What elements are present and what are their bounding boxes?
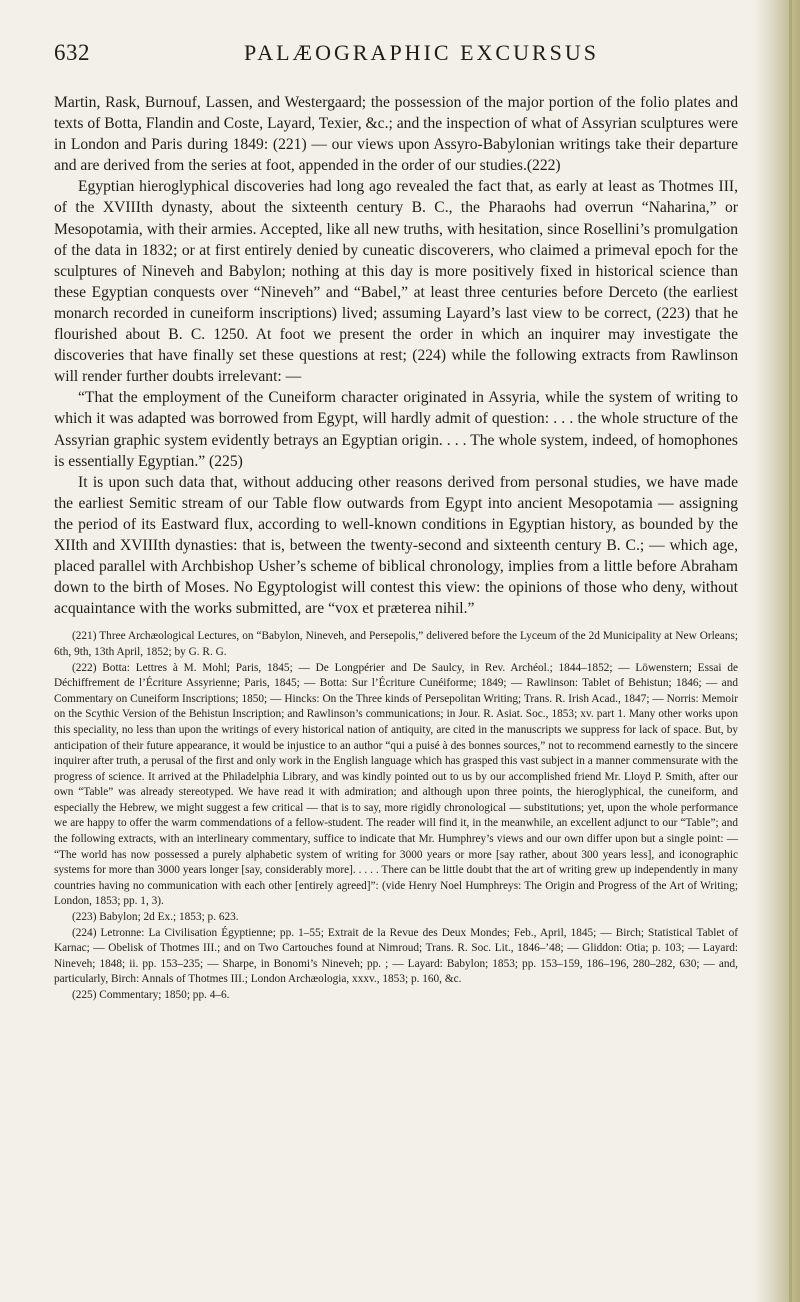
footnote: (223) Babylon; 2d Ex.; 1853; p. 623.	[72, 911, 239, 924]
quotation-paragraph: “That the employment of the Cuneiform character originated in Assyria, while the system of writing to which it was adapted was borrowed from Egypt, will hardly admit of question: . . . the whole structure of the Assyrian graphic system evidently betrays an Egyptian origin. . . . The whole system, indeed, of homophones is essentially Egyptian.” (225)	[54, 389, 738, 470]
footnotes	[54, 629, 738, 1003]
footnote: (225) Commentary; 1850; pp. 4–6.	[72, 989, 230, 1001]
paragraph: It is upon such data that, without adducing other reasons derived from personal studies, we have made the earliest Semitic stream of our Table flow outwards from Egypt into ancient Mesopotamia — assigning the period of its Eastward flux, according to well-known conditions in Egyptian history, as bounded by the XIIth and XVIIIth dynasties: that is, between the twenty-second and sixteenth century B. C.; — which age, placed parallel with Archbishop Usher’s scheme of biblical chronology, implies from a little before Abraham down to the birth of Moses. No Egyptologist will contest this view: the opinions of those who deny, without acquaintance with the works submitted, are “vox et præterea nihil.”	[54, 473, 738, 618]
page-number: 632	[54, 40, 90, 65]
footnote: (222) Botta: Lettres à M. Mohl; Paris, 1845; — De Longpérier and De Saulcy, in Rev. Archéol.; 1844–1852; — Löwenstern; Essai de Déchiffrement de l’Écriture Assyrienne; Paris, 1845; — Botta: Sur l’Écriture Cunéiforme; 1849; — Rawlinson: Tablet of Behistun; 1846; — and Commentary on Cuneiform Inscriptions; 1850; — Hincks: On the Three kinds of Persepolitan Writing; Trans. R. Irish Acad., 1847; — Norris: Memoir on the Scythic Version of the Behistun Inscription; and Rawlinson’s communications; in Jour. R. Asiat. Soc., 1853; xv. part 1. Many other works upon this speciality, no less than upon the writings of every historical nation of antiquity, are cited in the manuscripts we suppress for lack of space. But, by anticipation of their future appearance, it would be injustice to an author “qui a puisé à des bonnes sources,” not to recommend earnestly to the sincere inquirer after truth, a perusal of the first and only work in the English language which has grasped this vast subject in a manner commensurate with the progress of science. It arrived at the Philadelphia Library, and was kindly pointed out to us by our accomplished friend Mr. Lloyd P. Smith, after our own “Table” was already stereotyped. We have read it with admiration; and although upon three points, the hieroglyphical, the cuneiform, and especially the Hebrew, we might suggest a few critical — that is to say, more rigidly chronological — substitutions; yet, upon the whole performance we are happy to offer the warm commendations of a fellow-student. The reader will find it, in the meanwhile, an excellent adjunct to our “Table”; and the following extracts, with an interlineary commentary, suffice to indicate that Mr. Humphrey’s views and our own differ upon but a single point: — “The world has now possessed a purely alphabetic system of writing for 3000 years or more [say rather, about 300 years less], and iconographic systems for more than 3000 years longer [say, considerably more]. . . . . There can be little doubt that the art of writing grew up independently in many countries having no communication with each other [entirely agreed]”: (vide Henry Noel Humphreys: The Origin and Progress of the Art of Writing; London, 1853; pp. 1, 3).	[54, 661, 738, 908]
footnote: (224) Letronne: La Civilisation Égyptienne; pp. 1–55; Extrait de la Revue des Deux Mondes; Feb., April, 1845; — Birch; Statistical Tablet of Karnac; — Obelisk of Thotmes III.; and on Two Cartouches found at Nimroud; Trans. R. Soc. Lit., 1846–’48; — Gliddon: Otia; p. 103; — Layard: Nineveh; 1848; ii. pp. 153–235; — Sharpe, in Bonomi’s Nineveh; pp. ; — Layard: Babylon; 1853; pp. 153–159, 186–196, 280–282, 630; — and, particularly, Birch: Annals of Thotmes III.; London Archæologia, xxxv., 1853; p. 160, &c.	[54, 926, 738, 986]
paragraph: Egyptian hieroglyphical discoveries had long ago revealed the fact that, as early at least as Thotmes III, of the XVIIIth dynasty, about the sixteenth century B. C., the Pharaohs had overrun “Naharina,” or Mesopotamia, with their armies. Accepted, like all new truths, with hesitation, since Rosellini’s promulgation of the data in 1832; or at first entirely denied by cuneatic discoverers, who claimed a primeval epoch for the sculptures of Nineveh and Babylon; nothing at this day is more positively fixed in historical science than these Egyptian conquests over “Nineveh” and “Babel,” at least three centuries before Derceto (the earliest monarch recorded in cuneiform inscriptions) lived; assuming Layard’s last view to be correct, (223) that he flourished about B. C. 1250. At foot we present the order in which an inquirer may investigate the discoveries that have finally set these questions at rest; (224) while the following extracts from Rawlinson will render further doubts irrelevant: —	[54, 178, 738, 386]
running-head: PALÆOGRAPHIC EXCURSUS	[244, 40, 599, 65]
paragraph: Martin, Rask, Burnouf, Lassen, and Westergaard; the possession of the major portion of the folio plates and texts of Botta, Flandin and Coste, Layard, Texier, &c.; and the inspection of what of Assyrian sculptures were in London and Paris during 1849: (221) — our views upon Assyro-Babylonian writings take their departure and are derived from the series at foot, appended in the order of our studies.(222)	[54, 94, 738, 175]
body-text	[54, 92, 738, 619]
page-header	[54, 40, 738, 80]
footnote: (221) Three Archæological Lectures, on “Babylon, Nineveh, and Persepolis,” delivered before the Lyceum of the 2d Municipality at New Orleans; 6th, 9th, 13th April, 1852; by G. R. G.	[54, 630, 738, 658]
book-page	[54, 40, 738, 1004]
page-edge-shadow	[754, 0, 800, 1302]
